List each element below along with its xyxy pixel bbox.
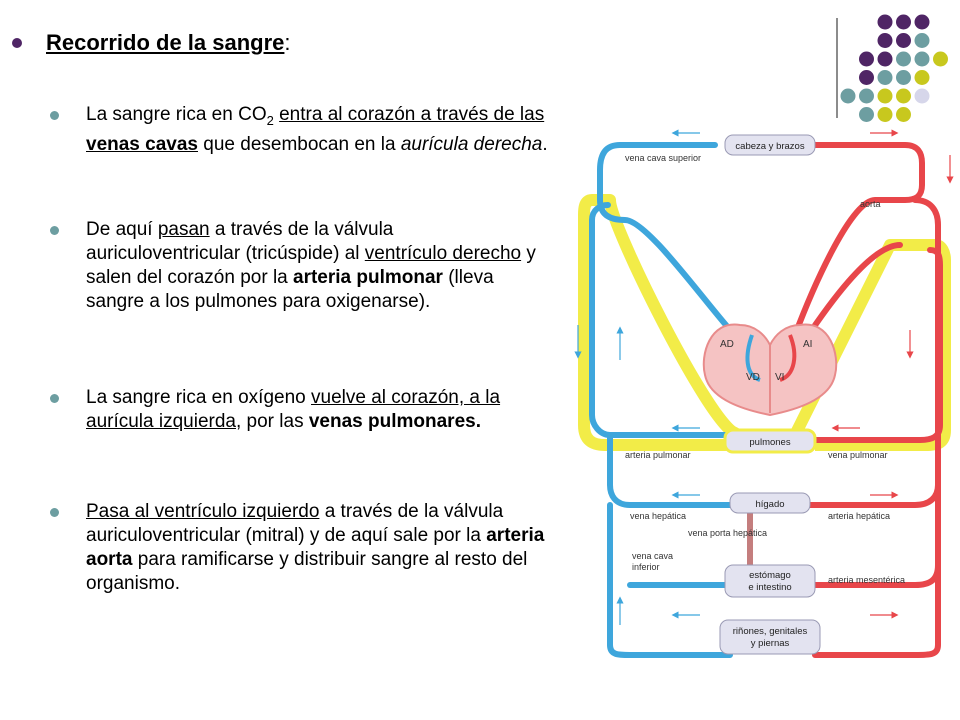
paragraph-3: La sangre rica en oxígeno vuelve al corazón, a la aurícula izquierda, por las venas pulmonares. — [50, 386, 550, 434]
heart-label-ad: AD — [720, 339, 734, 350]
label-arteria-hepatica: arteria hepática — [828, 511, 891, 521]
decorative-dot — [859, 52, 874, 67]
bullet-icon — [50, 226, 59, 235]
decorative-dot — [896, 15, 911, 30]
decorative-dot — [896, 33, 911, 48]
decorative-dot — [841, 89, 856, 104]
label-vena-cava-inferior-1: vena cava — [632, 551, 674, 561]
decorative-dot — [915, 15, 930, 30]
decorative-dot — [878, 52, 893, 67]
decorative-dot — [859, 70, 874, 85]
box-head: cabeza y brazos — [735, 141, 805, 152]
title-colon: : — [284, 30, 291, 55]
label-vena-porta: vena porta hepática — [688, 528, 768, 538]
box-stomach-2: e intestino — [748, 582, 792, 593]
heart-label-vi: VI — [775, 372, 785, 383]
decorative-dot — [878, 70, 893, 85]
decorative-dot — [859, 107, 874, 122]
decorative-dot — [878, 15, 893, 30]
decorative-dot — [896, 107, 911, 122]
decorative-dot — [896, 52, 911, 67]
decorative-dot — [915, 33, 930, 48]
heart-label-ai: AI — [803, 339, 813, 350]
label-arteria-pulmonar: arteria pulmonar — [625, 450, 691, 460]
page-title: Recorrido de la sangre — [46, 30, 285, 55]
bullet-icon — [12, 38, 22, 48]
label-arteria-mesenterica: arteria mesentérica — [828, 575, 906, 585]
decorative-dot — [878, 89, 893, 104]
box-kidneys-1: riñones, genitales — [732, 626, 808, 637]
bullet-icon — [50, 508, 59, 517]
decorative-dot — [915, 52, 930, 67]
label-vena-cava-superior: vena cava superior — [625, 153, 702, 163]
heart-label-vd: VD — [746, 372, 760, 383]
decorative-dot — [915, 70, 930, 85]
box-kidneys-2: y piernas — [750, 638, 790, 649]
decorative-dot — [896, 70, 911, 85]
paragraph-4: Pasa al ventrículo izquierdo a través de la válvula auriculoventricular (mitral) y de aquí sale por la arteria aorta para ramificarse y distribuir sangre al resto del organismo. — [50, 500, 550, 596]
bullet-icon — [50, 111, 59, 120]
circulation-diagram — [570, 125, 960, 665]
label-aorta: aorta — [860, 199, 881, 209]
decorative-dot — [878, 107, 893, 122]
label-vena-cava-inferior-2: inferior — [632, 562, 660, 572]
paragraph-2: De aquí pasan a través de la válvula auriculoventricular (tricúspide) al ventrículo derecho y salen del corazón por la arteria pulmonar (lleva sangre a los pulmones para oxigenarse). — [50, 218, 550, 314]
decorative-dot — [933, 52, 948, 67]
decorative-dot — [896, 89, 911, 104]
decorative-dot — [859, 89, 874, 104]
decorative-dot — [915, 89, 930, 104]
title-row — [12, 30, 291, 56]
divider-line — [836, 18, 838, 118]
decorative-dot — [878, 33, 893, 48]
label-vena-hepatica: vena hepática — [630, 511, 687, 521]
box-lungs: pulmones — [749, 437, 791, 448]
box-stomach-1: estómago — [749, 570, 791, 581]
paragraph-1: La sangre rica en $CO_2$ entra al corazón a través de las venas cavas que desembocan en la aurícula derecha. — [50, 103, 550, 157]
label-vena-pulmonar: vena pulmonar — [828, 450, 888, 460]
bullet-icon — [50, 394, 59, 403]
box-liver: hígado — [755, 499, 785, 510]
